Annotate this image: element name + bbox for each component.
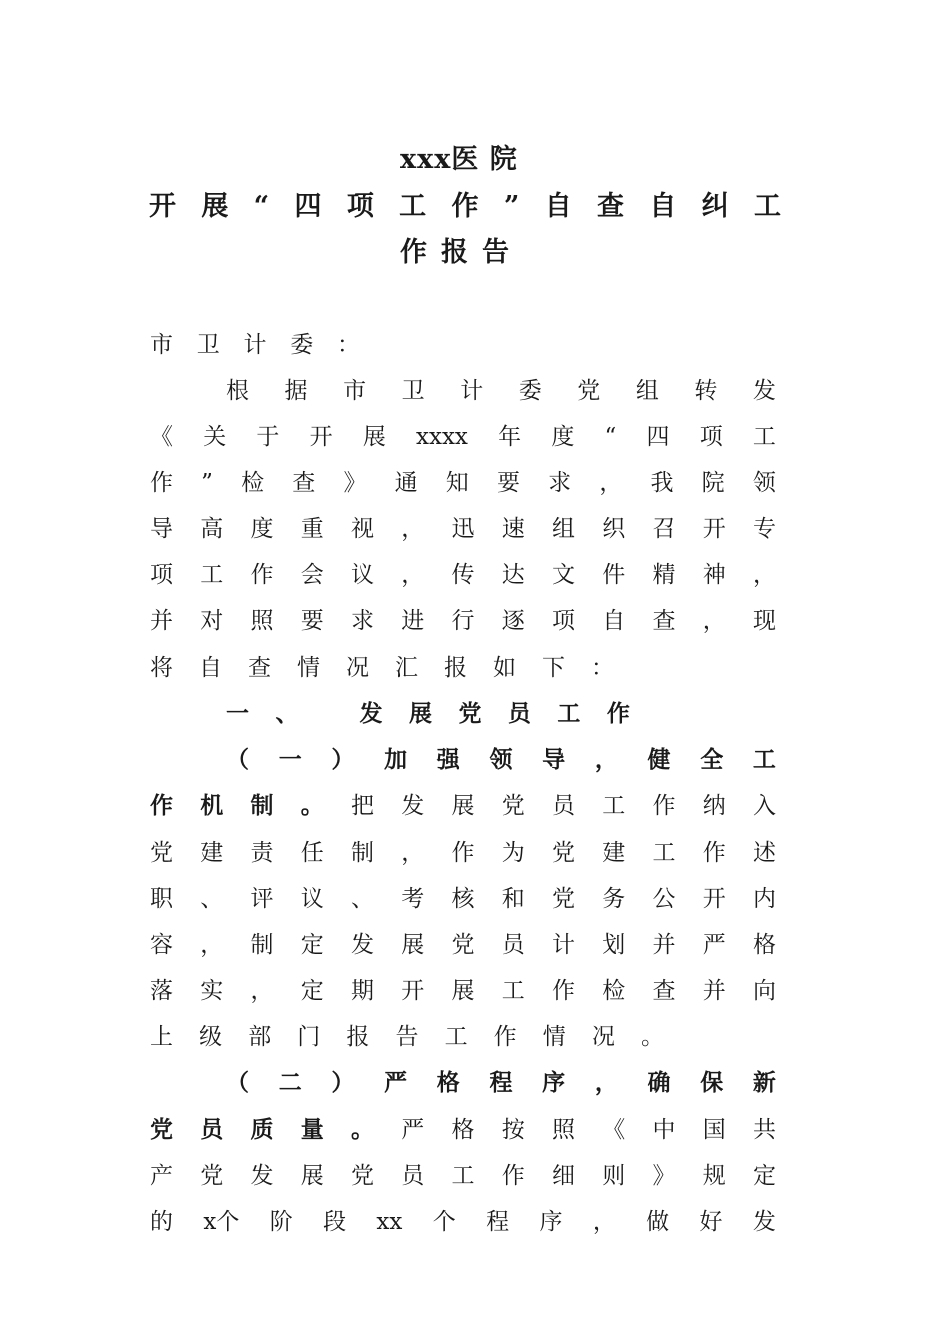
char: 落 bbox=[150, 978, 173, 1004]
char: 加 bbox=[384, 746, 408, 773]
char: ， bbox=[200, 932, 224, 958]
char: 保 bbox=[700, 1069, 724, 1096]
char: ， bbox=[250, 978, 274, 1004]
char: 二 bbox=[278, 1069, 302, 1096]
document-title-main bbox=[149, 187, 781, 227]
char: 作 bbox=[150, 792, 173, 819]
char: 格 bbox=[451, 1117, 475, 1143]
char: 现 bbox=[753, 608, 776, 634]
char: 个 bbox=[432, 1209, 456, 1235]
char: 度 bbox=[551, 424, 575, 450]
char: 《 bbox=[150, 424, 173, 450]
char: 容 bbox=[150, 932, 173, 958]
char: 》 bbox=[343, 470, 367, 496]
char: 组 bbox=[635, 378, 659, 404]
char: 段 bbox=[323, 1209, 347, 1235]
paragraph-line bbox=[150, 973, 776, 1009]
char: 党 bbox=[200, 1163, 224, 1189]
char: 作 bbox=[606, 700, 630, 727]
char: 求 bbox=[351, 608, 374, 634]
char: ， bbox=[594, 1069, 618, 1096]
char: 职 bbox=[150, 886, 173, 912]
char: 要 bbox=[300, 608, 324, 634]
char: 新 bbox=[752, 1069, 776, 1096]
char: 逐 bbox=[501, 608, 525, 634]
char: 发 bbox=[359, 700, 383, 727]
char: 度 bbox=[250, 516, 274, 542]
addressee bbox=[150, 327, 360, 363]
char: ” bbox=[503, 191, 520, 222]
char: 程 bbox=[486, 1209, 510, 1235]
char: 作 bbox=[652, 793, 676, 819]
char: ， bbox=[702, 608, 726, 634]
paragraph-line bbox=[150, 511, 776, 547]
char: 精 bbox=[652, 562, 676, 588]
char: 量 bbox=[300, 1116, 324, 1143]
char: 重 bbox=[300, 516, 324, 542]
char: ， bbox=[401, 516, 425, 542]
subsection-heading-1 bbox=[226, 742, 776, 778]
char: 将 bbox=[150, 655, 173, 681]
char: 项 bbox=[552, 608, 575, 634]
char: 况 bbox=[346, 655, 369, 681]
char: 查 bbox=[652, 978, 676, 1004]
char: 告 bbox=[395, 1024, 419, 1050]
char: 党 bbox=[501, 793, 525, 819]
char: 导 bbox=[542, 746, 566, 773]
char: 的 bbox=[150, 1209, 173, 1235]
char: 阶 bbox=[269, 1209, 293, 1235]
char: 情 bbox=[542, 1024, 566, 1050]
char: 。 bbox=[640, 1024, 664, 1050]
char: 项 bbox=[699, 424, 723, 450]
char: 党 bbox=[552, 886, 575, 912]
char: 。 bbox=[300, 792, 324, 819]
paragraph-line bbox=[150, 465, 776, 501]
char: 工 bbox=[754, 191, 781, 222]
char: 、 bbox=[351, 886, 374, 912]
char: 委 bbox=[290, 332, 314, 358]
char: 工 bbox=[200, 562, 224, 588]
char: 作 bbox=[493, 1024, 517, 1050]
char: 传 bbox=[451, 562, 475, 588]
char: 员 bbox=[200, 1116, 224, 1143]
char: 健 bbox=[647, 746, 671, 773]
char: 工 bbox=[444, 1024, 468, 1050]
char: 发 bbox=[401, 793, 425, 819]
char: 四 bbox=[294, 191, 322, 222]
char: 任 bbox=[300, 840, 324, 866]
char: 展 bbox=[401, 932, 425, 958]
document-title-hospital: xxx医 院 bbox=[400, 144, 518, 175]
paragraph-line-mixed bbox=[150, 1112, 776, 1148]
char: 工 bbox=[557, 700, 581, 727]
char: 召 bbox=[652, 516, 676, 542]
char: 年 bbox=[498, 424, 522, 450]
char: 、 bbox=[275, 700, 299, 727]
char: 建 bbox=[200, 840, 224, 866]
char: 工 bbox=[652, 840, 676, 866]
char: ， bbox=[592, 1209, 616, 1235]
char: 对 bbox=[200, 608, 224, 634]
char: 述 bbox=[753, 840, 776, 866]
char: 照 bbox=[552, 1117, 575, 1143]
char: 查 bbox=[652, 608, 676, 634]
paragraph-line bbox=[226, 373, 776, 409]
char: 领 bbox=[489, 746, 513, 773]
char: 作 bbox=[451, 840, 475, 866]
char: 委 bbox=[518, 378, 542, 404]
char: ） bbox=[331, 1069, 355, 1096]
char: 项 bbox=[150, 562, 173, 588]
char: 定 bbox=[300, 932, 324, 958]
char: 计 bbox=[460, 378, 484, 404]
paragraph-line bbox=[150, 1019, 664, 1055]
subsection-heading-2 bbox=[226, 1065, 776, 1101]
paragraph-line bbox=[150, 835, 776, 871]
char: 《 bbox=[602, 1117, 626, 1143]
paragraph-line bbox=[150, 1204, 776, 1240]
char: 关 bbox=[203, 424, 227, 450]
char: 建 bbox=[602, 840, 626, 866]
char: ” bbox=[201, 470, 213, 496]
char: 党 bbox=[351, 1163, 374, 1189]
char: ， bbox=[594, 746, 618, 773]
char: 评 bbox=[250, 886, 274, 912]
char: 会 bbox=[300, 562, 324, 588]
char: 根 bbox=[226, 378, 249, 404]
char: ） bbox=[331, 746, 355, 773]
char: ， bbox=[401, 562, 425, 588]
char: 计 bbox=[243, 332, 267, 358]
char: 》 bbox=[652, 1163, 676, 1189]
char: 一 bbox=[278, 746, 302, 773]
char: 质 bbox=[250, 1116, 274, 1143]
char: 作 bbox=[150, 470, 173, 496]
char: 发 bbox=[250, 1163, 274, 1189]
char: 纳 bbox=[702, 793, 726, 819]
char: 开 bbox=[702, 886, 726, 912]
char: 工 bbox=[399, 191, 427, 222]
char: ： bbox=[591, 655, 614, 681]
char: 产 bbox=[150, 1163, 173, 1189]
char: 和 bbox=[501, 886, 525, 912]
char: 党 bbox=[458, 700, 482, 727]
char: （ bbox=[226, 746, 249, 773]
char: 实 bbox=[200, 978, 224, 1004]
char: 入 bbox=[753, 793, 776, 819]
char: 通 bbox=[394, 470, 418, 496]
char: （ bbox=[226, 1069, 249, 1096]
char: 开 bbox=[309, 424, 333, 450]
char: 展 bbox=[451, 793, 475, 819]
char: 卫 bbox=[196, 332, 220, 358]
char: 开 bbox=[401, 978, 425, 1004]
paragraph-line bbox=[150, 419, 776, 455]
char: 、 bbox=[200, 886, 224, 912]
char: 织 bbox=[602, 516, 626, 542]
char: 严 bbox=[384, 1069, 408, 1096]
document-title-report: 作报告 bbox=[400, 237, 523, 268]
char: 我 bbox=[650, 470, 674, 496]
char: 序 bbox=[542, 1069, 566, 1096]
char: 作 bbox=[451, 191, 479, 222]
char: 查 bbox=[597, 191, 625, 222]
char: 员 bbox=[552, 793, 575, 819]
paragraph-line bbox=[150, 557, 776, 593]
char: 专 bbox=[753, 516, 776, 542]
char: 员 bbox=[501, 932, 525, 958]
char: 制 bbox=[250, 792, 274, 819]
char: 规 bbox=[702, 1163, 726, 1189]
char: 件 bbox=[602, 562, 626, 588]
char: 转 bbox=[694, 378, 718, 404]
char: 市 bbox=[343, 378, 367, 404]
char: 党 bbox=[150, 1116, 173, 1143]
char: 工 bbox=[752, 424, 776, 450]
char: 国 bbox=[702, 1117, 726, 1143]
char: 达 bbox=[501, 562, 525, 588]
char: 向 bbox=[753, 978, 776, 1004]
char: 机 bbox=[200, 792, 224, 819]
char: 行 bbox=[451, 608, 475, 634]
char: xxxx bbox=[416, 424, 468, 450]
char: 作 bbox=[552, 978, 575, 1004]
paragraph-line bbox=[150, 881, 776, 917]
char: 制 bbox=[250, 932, 274, 958]
char: 导 bbox=[150, 516, 173, 542]
char: 况 bbox=[591, 1024, 615, 1050]
char: 工 bbox=[752, 746, 776, 773]
char: 中 bbox=[652, 1117, 676, 1143]
char: 作 bbox=[702, 840, 726, 866]
char: 如 bbox=[493, 655, 516, 681]
char: 核 bbox=[451, 886, 475, 912]
char: 报 bbox=[444, 655, 467, 681]
char: 展 bbox=[408, 700, 432, 727]
char: 展 bbox=[201, 191, 229, 222]
char: 自 bbox=[602, 608, 626, 634]
char: 议 bbox=[300, 886, 324, 912]
paragraph-line-mixed bbox=[150, 788, 776, 824]
char: 开 bbox=[702, 516, 726, 542]
char: 自 bbox=[649, 191, 677, 222]
char: 报 bbox=[346, 1024, 370, 1050]
char: 组 bbox=[552, 516, 575, 542]
char: 党 bbox=[577, 378, 601, 404]
char: 定 bbox=[300, 978, 324, 1004]
char: 开 bbox=[149, 191, 176, 222]
char bbox=[325, 696, 333, 732]
char: 自 bbox=[544, 191, 572, 222]
char: 迅 bbox=[451, 516, 475, 542]
char: 自 bbox=[199, 655, 222, 681]
char: 并 bbox=[150, 608, 173, 634]
char: 要 bbox=[496, 470, 520, 496]
char: 序 bbox=[539, 1209, 563, 1235]
char: 上 bbox=[150, 1024, 173, 1050]
char: 公 bbox=[652, 886, 676, 912]
char: 按 bbox=[501, 1117, 525, 1143]
paragraph-line bbox=[150, 1158, 776, 1194]
char: 务 bbox=[602, 886, 626, 912]
char: 发 bbox=[351, 932, 374, 958]
char: 计 bbox=[552, 932, 575, 958]
char: 严 bbox=[702, 932, 726, 958]
char: 并 bbox=[702, 978, 726, 1004]
char: 情 bbox=[297, 655, 320, 681]
char: 员 bbox=[401, 1163, 425, 1189]
char: 领 bbox=[752, 470, 776, 496]
char: 四 bbox=[646, 424, 670, 450]
char: 查 bbox=[292, 470, 316, 496]
char: ， bbox=[599, 470, 623, 496]
char: 视 bbox=[351, 516, 374, 542]
char: 党 bbox=[150, 840, 173, 866]
char: 格 bbox=[436, 1069, 460, 1096]
char: 并 bbox=[652, 932, 676, 958]
char: 工 bbox=[451, 1163, 475, 1189]
char: 展 bbox=[300, 1163, 324, 1189]
char: 查 bbox=[248, 655, 271, 681]
char: 汇 bbox=[395, 655, 418, 681]
char: 党 bbox=[451, 932, 475, 958]
char: 门 bbox=[297, 1024, 321, 1050]
char: 好 bbox=[699, 1209, 723, 1235]
char: 强 bbox=[436, 746, 460, 773]
char: xx bbox=[376, 1209, 403, 1235]
char: 细 bbox=[552, 1163, 575, 1189]
char: ： bbox=[337, 332, 360, 358]
char: 党 bbox=[552, 840, 575, 866]
char: 纠 bbox=[701, 191, 729, 222]
char: 检 bbox=[602, 978, 626, 1004]
char: 部 bbox=[248, 1024, 272, 1050]
char: 制 bbox=[351, 840, 374, 866]
char: 神 bbox=[702, 562, 726, 588]
char: 确 bbox=[647, 1069, 671, 1096]
char: 责 bbox=[250, 840, 274, 866]
char: 市 bbox=[150, 332, 173, 358]
char: 内 bbox=[753, 886, 776, 912]
char: “ bbox=[604, 424, 617, 450]
char: 则 bbox=[602, 1163, 626, 1189]
char: 求 bbox=[548, 470, 572, 496]
char: 知 bbox=[445, 470, 469, 496]
char: 作 bbox=[501, 1163, 525, 1189]
char: 划 bbox=[602, 932, 626, 958]
char: 下 bbox=[542, 655, 565, 681]
char: 展 bbox=[362, 424, 386, 450]
paragraph-line bbox=[150, 603, 776, 639]
char: 展 bbox=[451, 978, 475, 1004]
char: 卫 bbox=[401, 378, 425, 404]
char: 发 bbox=[752, 378, 776, 404]
char: ， bbox=[401, 840, 425, 866]
char: 工 bbox=[501, 978, 525, 1004]
char: 程 bbox=[489, 1069, 513, 1096]
section-heading-1 bbox=[226, 696, 630, 732]
char: 全 bbox=[700, 746, 724, 773]
char: 格 bbox=[753, 932, 776, 958]
char: 院 bbox=[701, 470, 725, 496]
char: 考 bbox=[401, 886, 425, 912]
char: 于 bbox=[256, 424, 280, 450]
char: 把 bbox=[351, 793, 374, 819]
char: 员 bbox=[507, 700, 531, 727]
char: “ bbox=[253, 191, 270, 222]
char: x个 bbox=[203, 1209, 240, 1235]
char: 定 bbox=[753, 1163, 776, 1189]
char: 发 bbox=[752, 1209, 776, 1235]
char: 工 bbox=[602, 793, 626, 819]
char: 严 bbox=[401, 1117, 425, 1143]
char: 文 bbox=[552, 562, 575, 588]
char: 级 bbox=[199, 1024, 223, 1050]
char: 做 bbox=[646, 1209, 670, 1235]
char: 作 bbox=[250, 562, 274, 588]
char: 高 bbox=[200, 516, 224, 542]
char: 检 bbox=[241, 470, 265, 496]
char: ， bbox=[753, 562, 776, 588]
char: 共 bbox=[753, 1117, 776, 1143]
char: 据 bbox=[284, 378, 308, 404]
char: 期 bbox=[351, 978, 374, 1004]
char: 议 bbox=[351, 562, 374, 588]
paragraph-line bbox=[150, 927, 776, 963]
char: 。 bbox=[351, 1116, 374, 1143]
char: 项 bbox=[346, 191, 374, 222]
char: 为 bbox=[501, 840, 525, 866]
char: 照 bbox=[250, 608, 274, 634]
paragraph-line bbox=[150, 650, 614, 686]
char: 一 bbox=[226, 700, 249, 727]
char: 进 bbox=[401, 608, 425, 634]
char: 速 bbox=[501, 516, 525, 542]
